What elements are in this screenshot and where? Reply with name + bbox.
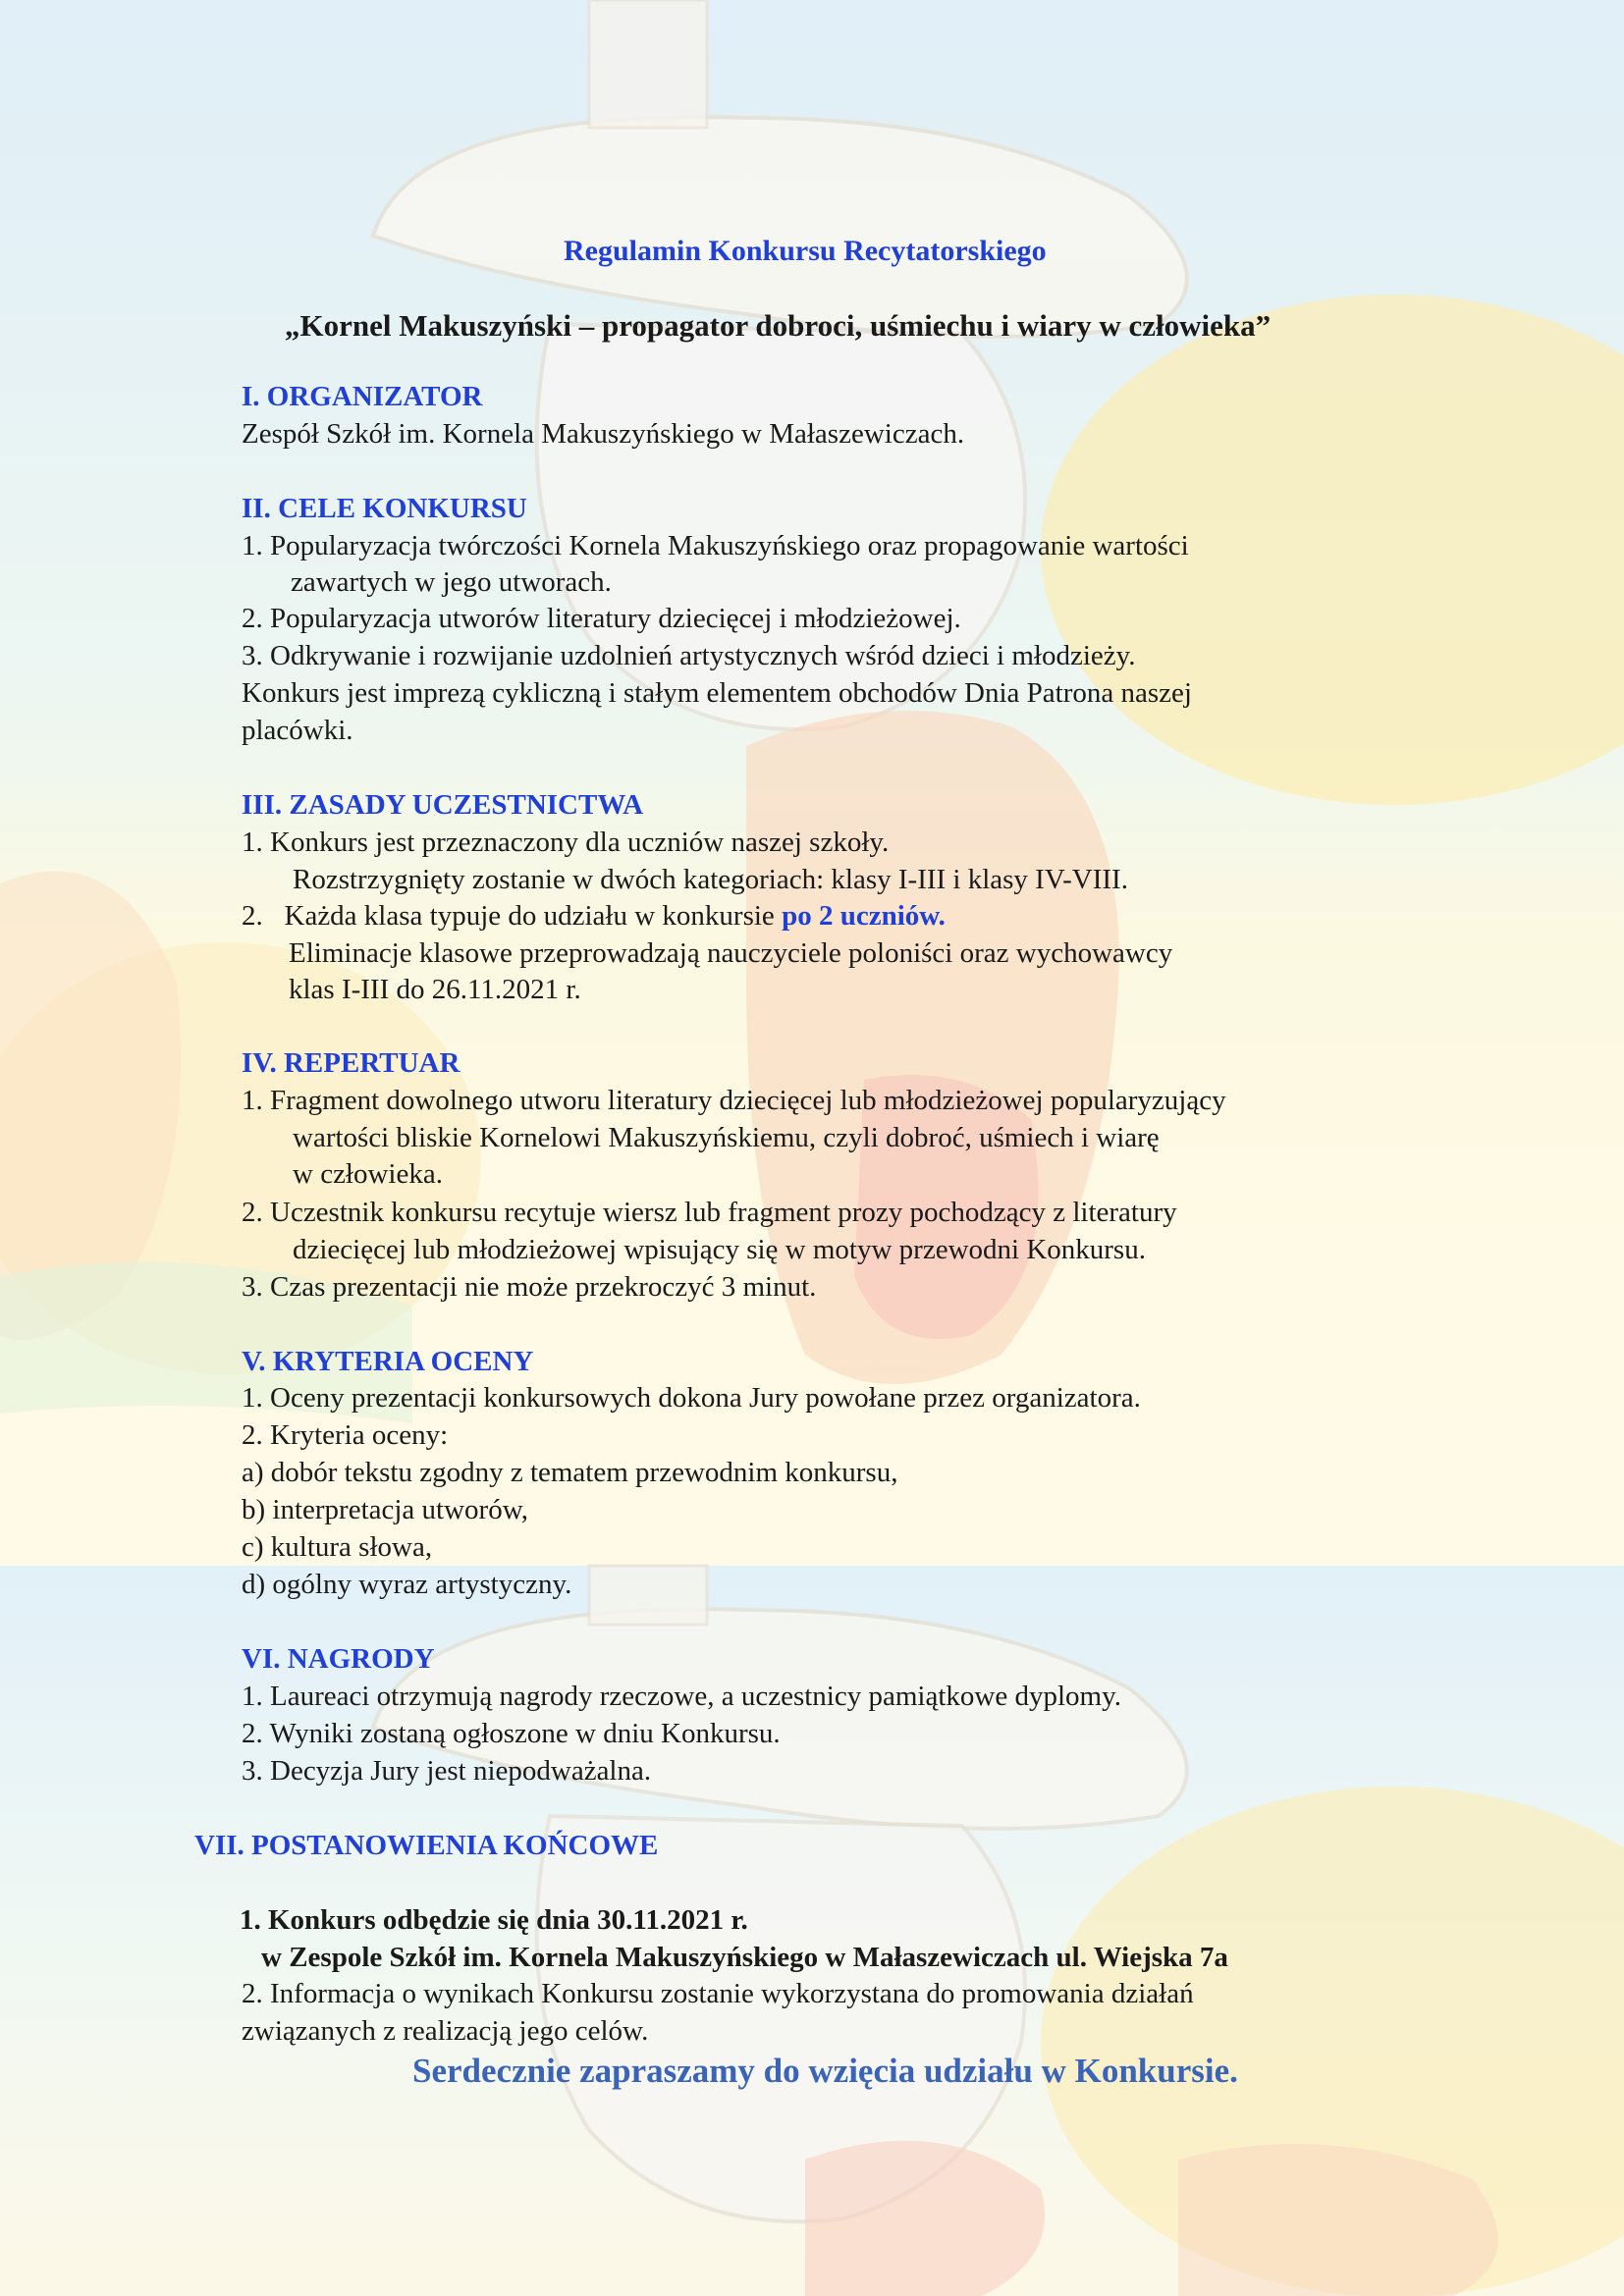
section-heading-repertoire: IV. REPERTUAR [242, 1047, 460, 1079]
rule-item-2-cont: Eliminacje klasowe przeprowadzają nauczyciele poloniści oraz wychowawcy [289, 937, 1173, 969]
rule-item-2-highlight: po 2 uczniów. [782, 900, 946, 932]
section-heading-organizer: I. ORGANIZATOR [242, 381, 483, 412]
final-item-2-cont: związanych z realizacją jego celów. [242, 2015, 649, 2047]
section-heading-rules: III. ZASADY UCZESTNICTWA [242, 789, 644, 821]
rule-item-2-cont-2: klas I-III do 26.11.2021 r. [289, 974, 581, 1005]
prizes-item-2: 2. Wyniki zostaną ogłoszone w dniu Konkursu. [242, 1718, 781, 1749]
section-heading-goals: II. CELE KONKURSU [242, 493, 527, 524]
criteria-sub-d: d) ogólny wyraz artystyczny. [242, 1569, 572, 1600]
rule-item-2-text: 2. Każda klasa typuje do udziału w konkursie [242, 900, 783, 932]
goal-item-1-cont: zawartych w jego utworach. [291, 566, 612, 598]
repertoire-item-2-cont: dziecięcej lub młodzieżowej wpisujący się w motyw przewodni Konkursu. [293, 1234, 1146, 1265]
prizes-item-1: 1. Laureaci otrzymują nagrody rzeczowe, a uczestnicy pamiątkowe dyplomy. [242, 1681, 1121, 1712]
invitation-text: Serdecznie zapraszamy do wzięcia udziału w Konkursie. [412, 2052, 1238, 2090]
goal-item-3: 3. Odkrywanie i rozwijanie uzdolnień artystycznych wśród dzieci i młodzieży. [242, 640, 1136, 671]
rule-item-1-cont: Rozstrzygnięty zostanie w dwóch kategoriach: klasy I-III i klasy IV-VIII. [293, 864, 1128, 895]
document-subtitle: „Kornel Makuszyński – propagator dobroci, uśmiechu i wiary w człowieka” [285, 308, 1272, 343]
repertoire-item-3: 3. Czas prezentacji nie może przekroczyć 3 minut. [242, 1271, 817, 1303]
repertoire-item-1-cont-2: w człowieka. [293, 1158, 443, 1190]
criteria-item-2: 2. Kryteria oceny: [242, 1419, 449, 1451]
criteria-sub-c: c) kultura słowa, [242, 1531, 433, 1563]
goal-item-2: 2. Popularyzacja utworów literatury dziecięcej i młodzieżowej. [242, 603, 961, 634]
criteria-item-1: 1. Oceny prezentacji konkursowych dokona Jury powołane przez organizatora. [242, 1382, 1141, 1414]
final-item-2: 2. Informacja o wynikach Konkursu zostanie wykorzystana do promowania działań [242, 1978, 1194, 2009]
final-item-1: 1. Konkurs odbędzie się dnia 30.11.2021 r. [240, 1904, 748, 1936]
criteria-sub-b: b) interpretacja utworów, [242, 1494, 529, 1525]
section-heading-final-provisions: VII. POSTANOWIENIA KOŃCOWE [194, 1830, 659, 1861]
prizes-item-3: 3. Decyzja Jury jest niepodważalna. [242, 1755, 652, 1787]
goal-paragraph-line-2: placówki. [242, 715, 353, 746]
repertoire-item-1-cont: wartości bliskie Kornelowi Makuszyńskiemu, czyli dobroć, uśmiech i wiarę [293, 1122, 1160, 1153]
organizer-line: Zespół Szkół im. Kornela Makuszyńskiego w Małaszewiczach. [242, 418, 965, 450]
document-title: Regulamin Konkursu Recytatorskiego [564, 235, 1047, 267]
section-heading-criteria: V. KRYTERIA OCENY [242, 1346, 534, 1377]
rule-item-1: 1. Konkurs jest przeznaczony dla uczniów naszej szkoły. [242, 827, 890, 858]
goal-paragraph-line-1: Konkurs jest imprezą cykliczną i stałym elementem obchodów Dnia Patrona naszej [242, 677, 1192, 709]
section-heading-prizes: VI. NAGRODY [242, 1643, 435, 1675]
final-item-1-cont: w Zespole Szkół im. Kornela Makuszyńskiego w Małaszewiczach ul. Wiejska 7a [261, 1942, 1228, 1973]
repertoire-item-2: 2. Uczestnik konkursu recytuje wiersz lub fragment prozy pochodzący z literatury [242, 1197, 1177, 1228]
rule-item-2 [242, 898, 946, 934]
repertoire-item-1: 1. Fragment dowolnego utworu literatury dziecięcej lub młodzieżowej popularyzujący [242, 1085, 1226, 1116]
criteria-sub-a: a) dobór tekstu zgodny z tematem przewodnim konkursu, [242, 1457, 898, 1488]
goal-item-1: 1. Popularyzacja twórczości Kornela Makuszyńskiego oraz propagowanie wartości [242, 530, 1189, 561]
